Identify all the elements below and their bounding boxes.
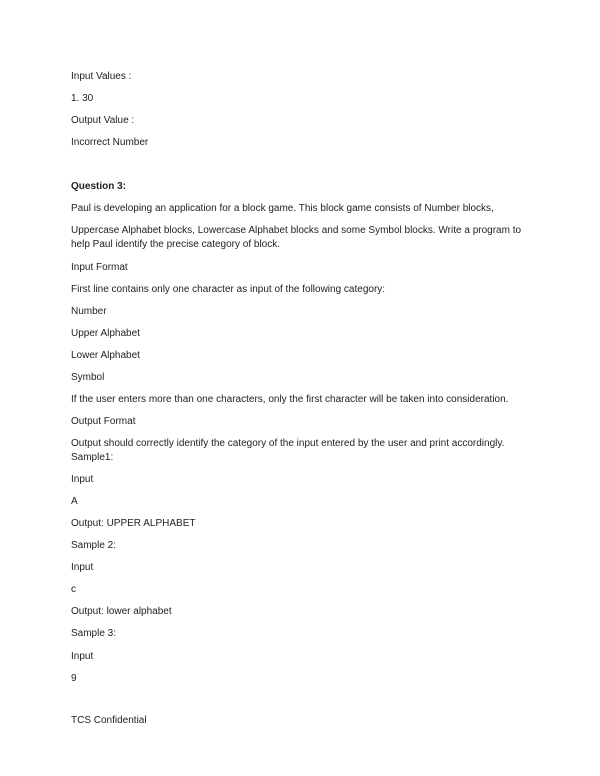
category-item: Number [71, 306, 107, 317]
sample-output: Output: UPPER ALPHABET [71, 518, 196, 529]
question-heading: Question 3: [71, 181, 127, 192]
input-format-label: Input Format [71, 262, 128, 273]
category-item: Upper Alphabet [71, 328, 140, 339]
sample-input-label: Input [71, 562, 94, 573]
note-text: If the user enters more than one characters, only the first character will be taken into consideration. [71, 394, 509, 405]
description-line-1: Paul is developing an application for a block game. This block game consists of Number blocks, [71, 203, 494, 214]
output-format-label: Output Format [71, 416, 136, 427]
category-item: Lower Alphabet [71, 350, 140, 361]
sample-input: A [71, 496, 78, 507]
sample-output: Output: lower alphabet [71, 606, 172, 617]
sample-label: Sample 2: [71, 540, 117, 551]
sample-input-label: Input [71, 651, 94, 662]
input-value: 1. 30 [71, 93, 94, 104]
description-line-3: help Paul identify the precise category of block. [71, 239, 281, 250]
output-value: Incorrect Number [71, 137, 149, 148]
output-value-label: Output Value : [71, 115, 135, 126]
input-values-label: Input Values : [71, 71, 132, 82]
footer-confidential: TCS Confidential [71, 715, 147, 726]
category-item: Symbol [71, 372, 105, 383]
sample-input: 9 [71, 673, 77, 684]
sample-label: Sample 3: [71, 628, 117, 639]
sample-input: c [71, 584, 76, 595]
output-format-text: Output should correctly identify the category of the input entered by the user and print accordingly. [71, 438, 505, 449]
description-line-2: Uppercase Alphabet blocks, Lowercase Alphabet blocks and some Symbol blocks. Write a program to [71, 225, 522, 236]
sample-label: Sample1: [71, 452, 114, 463]
sample-input-label: Input [71, 474, 94, 485]
input-format-text: First line contains only one character as input of the following category: [71, 284, 386, 295]
